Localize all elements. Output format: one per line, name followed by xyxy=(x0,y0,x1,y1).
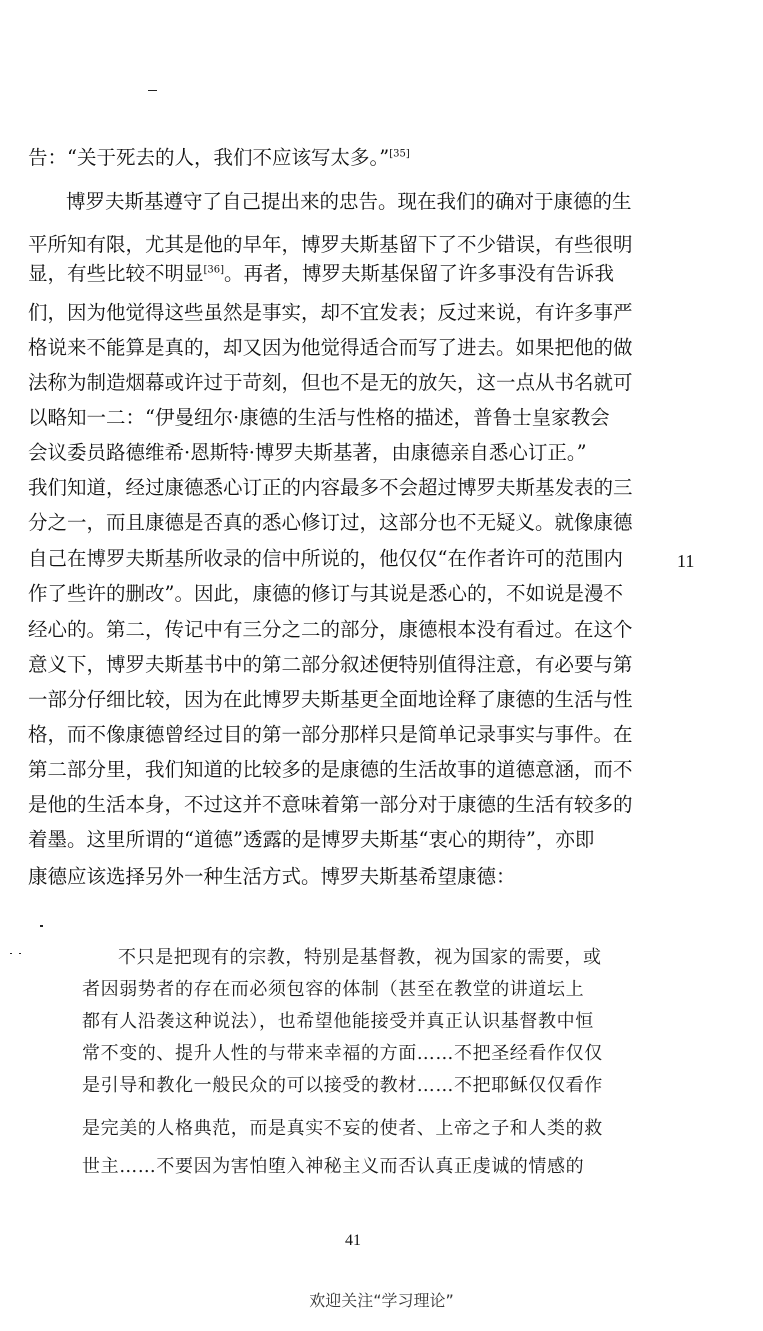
body-line: 自己在博罗夫斯基所收录的信中所说的，他仅仅“在作者许可的范围内 xyxy=(28,547,623,570)
quote-line: 是完美的人格典范，而是真实不妄的使者、上帝之子和人类的救 xyxy=(82,1118,603,1139)
body-line: 平所知有限，尤其是他的早年，博罗夫斯基留下了不少错误，有些很明 xyxy=(28,233,633,256)
body-line: 格说来不能算是真的，却又因为他觉得适合而写了进去。如果把他的做 xyxy=(28,336,633,359)
quote-line: 者因弱势者的存在而必须包容的体制（甚至在教堂的讲道坛上 xyxy=(82,979,585,1000)
body-line: 告：“关于死去的人，我们不应该写太多。”[35] xyxy=(28,146,410,169)
margin-number: 11 xyxy=(677,551,695,571)
body-line: 康德应该选择另外一种生活方式。博罗夫斯基希望康德： xyxy=(28,865,516,888)
quote-line: 不只是把现有的宗教，特别是基督教，视为国家的需要，或 xyxy=(118,947,602,968)
body-line: 是他的生活本身，不过这并不意味着第一部分对于康德的生活有较多的 xyxy=(28,793,633,816)
body-line: 意义下，博罗夫斯基书中的第二部分叙述便特别值得注意，有必要与第 xyxy=(28,653,633,676)
body-line: 第二部分里，我们知道的比较多的是康德的生活故事的道德意涵，而不 xyxy=(28,758,633,781)
body-line: 格，而不像康德曾经过目的第一部分那样只是简单记录事实与事件。在 xyxy=(28,723,633,746)
scan-speck xyxy=(10,953,12,954)
page-number: 41 xyxy=(345,1232,361,1249)
body-line: 博罗夫斯基遵守了自己提出来的忠告。现在我们的确对于康德的生 xyxy=(66,190,632,213)
quote-line: 常不变的、提升人性的与带来幸福的方面……不把圣经看作仅仅 xyxy=(82,1043,603,1064)
body-line: 分之一，而且康德是否真的悉心修订过，这部分也不无疑义。就像康德 xyxy=(28,511,633,534)
body-line: 显，有些比较不明显[36]。再者，博罗夫斯基保留了许多事没有告诉我 xyxy=(28,262,615,285)
scan-speck xyxy=(148,90,157,91)
body-line: 作了些许的删改”。因此，康德的修订与其说是悉心的，不如说是漫不 xyxy=(28,582,623,605)
footnote-ref: [36] xyxy=(203,264,225,276)
footnote-ref: [35] xyxy=(389,148,410,160)
footer-text: 欢迎关注“学习理论” xyxy=(309,1291,454,1310)
quote-line: 世主……不要因为害怕堕入神秘主义而否认真正虔诚的情感的 xyxy=(82,1156,585,1177)
body-line: 以略知一二：“伊曼纽尔·康德的生活与性格的描述，普鲁士皇家教会 xyxy=(28,406,610,429)
quote-line: 是引导和教化一般民众的可以接受的教材……不把耶稣仅仅看作 xyxy=(82,1075,603,1096)
scan-speck xyxy=(19,953,21,954)
body-line: 法称为制造烟幕或许过于苛刻，但也不是无的放矢，这一点从书名就可 xyxy=(28,371,633,394)
body-line: 我们知道，经过康德悉心订正的内容最多不会超过博罗夫斯基发表的三 xyxy=(28,476,633,499)
quote-line: 都有人沿袭这种说法），也希望他能接受并真正认识基督教中恒 xyxy=(82,1011,594,1032)
body-line: 们，因为他觉得这些虽然是事实，却不宜发表；反过来说，有许多事严 xyxy=(28,301,633,324)
body-line: 着墨。这里所谓的“道德”透露的是博罗夫斯基“衷心的期待”，亦即 xyxy=(28,828,595,851)
body-line: 经心的。第二，传记中有三分之二的部分，康德根本没有看过。在这个 xyxy=(28,618,633,641)
body-line: 会议委员路德维希·恩斯特·博罗夫斯基著，由康德亲自悉心订正。” xyxy=(28,441,587,464)
body-line: 一部分仔细比较，因为在此博罗夫斯基更全面地诠释了康德的生活与性 xyxy=(28,688,633,711)
scan-speck xyxy=(40,925,43,927)
